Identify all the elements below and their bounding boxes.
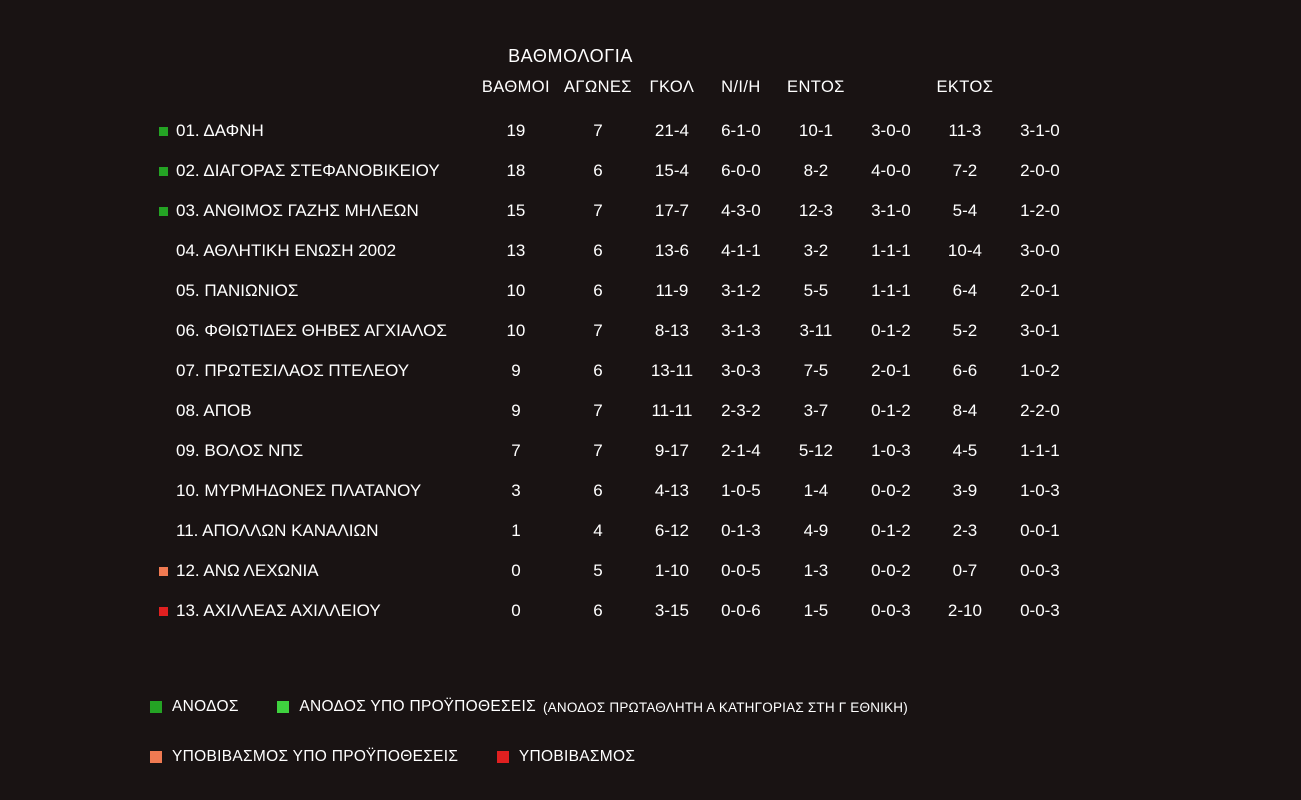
- row-status-marker: [150, 391, 176, 431]
- goals-value: 11-9: [655, 281, 689, 300]
- points-value: 9: [511, 361, 521, 380]
- wdl-value: 6-1-0: [721, 121, 761, 140]
- team-name: 07. ΠΡΩΤΕΣΙΛΑΟΣ ΠΤΕΛΕΟΥ: [176, 361, 410, 380]
- away-wdl-value: 1-2-0: [1020, 201, 1060, 220]
- home-wdl-value: 3-0-0: [871, 121, 911, 140]
- home-goals-value: 7-5: [803, 361, 829, 380]
- home-goals-value: 1-5: [803, 601, 829, 620]
- team-name: 06. ΦΘΙΩΤΙΔΕΣ ΘΗΒΕΣ ΑΓΧΙΑΛΟΣ: [176, 321, 447, 340]
- table-row: [150, 591, 1079, 631]
- home-goals-value: 1-3: [803, 561, 829, 580]
- wdl-value: 0-0-5: [721, 561, 761, 580]
- goals-value: 17-7: [654, 201, 689, 220]
- home-wdl-value: 3-1-0: [871, 201, 911, 220]
- home-wdl-value: 1-1-1: [871, 281, 911, 300]
- row-status-marker: [150, 591, 176, 631]
- away-wdl-value: 2-2-0: [1020, 401, 1060, 420]
- points-value: 3: [511, 481, 521, 500]
- table-row: [150, 271, 1079, 311]
- games-value: 5: [593, 561, 603, 580]
- team-name: 12. ΑΝΩ ΛΕΧΩΝΙΑ: [176, 561, 319, 580]
- column-header-goals: ΓΚΟΛ: [649, 78, 695, 96]
- home-goals-value: 5-12: [798, 441, 833, 460]
- team-name: 04. ΑΘΛΗΤΙΚΗ ΕΝΩΣΗ 2002: [176, 241, 397, 260]
- home-goals-value: 8-2: [803, 161, 829, 180]
- wdl-value: 0-0-6: [721, 601, 761, 620]
- home-wdl-value: 0-0-2: [871, 561, 911, 580]
- away-wdl-value: 0-0-3: [1020, 601, 1060, 620]
- away-goals-value: 2-3: [952, 521, 978, 540]
- games-value: 6: [593, 161, 603, 180]
- games-value: 6: [593, 481, 603, 500]
- away-goals-value: 5-4: [952, 201, 978, 220]
- table-row: [150, 311, 1079, 351]
- wdl-value: 4-3-0: [721, 201, 761, 220]
- goals-value: 8-13: [654, 321, 689, 340]
- team-name: 13. ΑΧΙΛΛΕΑΣ ΑΧΙΛΛΕΙΟΥ: [176, 601, 381, 620]
- page-title: ΒΑΘΜΟΛΟΓΙΑ: [508, 46, 633, 66]
- goals-value: 15-4: [654, 161, 689, 180]
- goals-value: 21-4: [654, 121, 689, 140]
- home-goals-value: 3-11: [799, 321, 833, 340]
- promotion-swatch-icon: [150, 701, 162, 713]
- away-wdl-value: 1-0-3: [1020, 481, 1060, 500]
- points-value: 15: [506, 201, 526, 220]
- home-wdl-value: 1-1-1: [871, 241, 911, 260]
- row-status-marker: [150, 271, 176, 311]
- games-value: 7: [593, 201, 603, 220]
- legend-label-promotion-conditional: ΑΝΟΔΟΣ ΥΠΟ ΠΡΟΫΠΟΘΕΣΕΙΣ: [299, 698, 536, 715]
- points-value: 10: [506, 281, 526, 300]
- row-status-marker: [150, 471, 176, 511]
- goals-value: 13-11: [650, 361, 694, 380]
- games-value: 6: [593, 361, 603, 380]
- home-goals-value: 1-4: [803, 481, 829, 500]
- relegation-swatch-icon: [497, 751, 509, 763]
- table-row: [150, 471, 1079, 511]
- none-marker-icon: [159, 407, 168, 416]
- table-row: [150, 191, 1079, 231]
- home-wdl-value: 1-0-3: [871, 441, 911, 460]
- away-wdl-value: 2-0-1: [1020, 281, 1060, 300]
- row-status-marker: [150, 511, 176, 551]
- home-wdl-value: 0-0-3: [871, 601, 911, 620]
- wdl-value: 6-0-0: [721, 161, 761, 180]
- legend-label-relegation-conditional: ΥΠΟΒΙΒΑΣΜΟΣ ΥΠΟ ΠΡΟΫΠΟΘΕΣΕΙΣ: [172, 748, 459, 765]
- table-row: [150, 431, 1079, 471]
- table-header: [150, 78, 1079, 111]
- points-value: 0: [511, 561, 521, 580]
- away-wdl-value: 0-0-3: [1020, 561, 1060, 580]
- home-goals-value: 3-2: [803, 241, 829, 260]
- row-status-marker: [150, 431, 176, 471]
- away-wdl-value: 1-0-2: [1020, 361, 1060, 380]
- team-name: 02. ΔΙΑΓΟΡΑΣ ΣΤΕΦΑΝΟΒΙΚΕΙΟΥ: [176, 161, 440, 180]
- wdl-value: 1-0-5: [721, 481, 761, 500]
- away-goals-value: 3-9: [952, 481, 978, 500]
- home-goals-value: 3-7: [803, 401, 829, 420]
- home-goals-value: 4-9: [803, 521, 829, 540]
- none-marker-icon: [159, 487, 168, 496]
- row-status-marker: [150, 551, 176, 591]
- points-value: 0: [511, 601, 521, 620]
- orange-marker-icon: [159, 567, 168, 576]
- legend-note-promotion-conditional: (ΑΝΟΔΟΣ ΠΡΩΤΑΘΛΗΤΗ Α ΚΑΤΗΓΟΡΙΑΣ ΣΤΗ Γ ΕΘΝΙΚΗ): [542, 699, 908, 715]
- points-value: 1: [511, 521, 521, 540]
- column-header-team: [176, 78, 477, 111]
- table-row: [150, 391, 1079, 431]
- green-dark-marker-icon: [159, 127, 168, 136]
- row-status-marker: [150, 311, 176, 351]
- team-name: 05. ΠΑΝΙΩΝΙΟΣ: [176, 281, 299, 300]
- away-wdl-value: 1-1-1: [1020, 441, 1060, 460]
- points-value: 7: [511, 441, 521, 460]
- away-goals-value: 4-5: [952, 441, 978, 460]
- column-header-away-wdl: [1001, 78, 1079, 111]
- table-row: [150, 511, 1079, 551]
- games-value: 7: [593, 321, 603, 340]
- goals-value: 3-15: [654, 601, 689, 620]
- table-row: [150, 151, 1079, 191]
- none-marker-icon: [159, 367, 168, 376]
- away-wdl-value: 0-0-1: [1020, 521, 1060, 540]
- row-status-marker: [150, 191, 176, 231]
- home-wdl-value: 0-1-2: [871, 401, 911, 420]
- games-value: 6: [593, 281, 603, 300]
- home-goals-value: 10-1: [798, 121, 833, 140]
- wdl-value: 0-1-3: [721, 521, 761, 540]
- games-value: 7: [593, 441, 603, 460]
- legend-item-relegation-conditional: [150, 748, 458, 766]
- table-row: [150, 351, 1079, 391]
- games-value: 7: [593, 121, 603, 140]
- table-row: [150, 551, 1079, 591]
- green-dark-marker-icon: [159, 207, 168, 216]
- column-header-wdl: Ν/Ι/Η: [721, 78, 761, 96]
- goals-value: 9-17: [654, 441, 689, 460]
- relegation-conditional-swatch-icon: [150, 751, 162, 763]
- wdl-value: 3-1-2: [721, 281, 761, 300]
- legend-row-promotion: [150, 698, 942, 718]
- none-marker-icon: [159, 247, 168, 256]
- home-goals-value: 12-3: [798, 201, 833, 220]
- team-name: 03. ΑΝΘΙΜΟΣ ΓΑΖΗΣ ΜΗΛΕΩΝ: [176, 201, 419, 220]
- away-wdl-value: 2-0-0: [1020, 161, 1060, 180]
- team-name: 01. ΔΑΦΝΗ: [176, 121, 264, 140]
- wdl-value: 3-0-3: [721, 361, 761, 380]
- away-goals-value: 0-7: [952, 561, 978, 580]
- none-marker-icon: [159, 527, 168, 536]
- team-name: 11. ΑΠΟΛΛΩΝ ΚΑΝΑΛΙΩΝ: [176, 521, 379, 540]
- legend-item-relegation: [497, 748, 635, 766]
- column-header-home-wdl: [853, 78, 929, 111]
- table-row: [150, 111, 1079, 151]
- away-goals-value: 6-6: [952, 361, 978, 380]
- column-header-home: ΕΝΤΟΣ: [787, 78, 845, 96]
- legend-row-relegation: [150, 748, 669, 768]
- wdl-value: 3-1-3: [721, 321, 761, 340]
- legend-item-promotion: [150, 698, 239, 716]
- away-goals-value: 5-2: [952, 321, 978, 340]
- goals-value: 4-13: [654, 481, 689, 500]
- table-header-row: [150, 78, 1079, 111]
- wdl-value: 4-1-1: [721, 241, 761, 260]
- wdl-value: 2-3-2: [721, 401, 761, 420]
- home-wdl-value: 0-1-2: [871, 321, 911, 340]
- points-value: 9: [511, 401, 521, 420]
- away-goals-value: 6-4: [952, 281, 978, 300]
- green-dark-marker-icon: [159, 167, 168, 176]
- table-row: [150, 231, 1079, 271]
- away-goals-value: 8-4: [952, 401, 978, 420]
- row-status-marker: [150, 151, 176, 191]
- away-goals-value: 11-3: [948, 121, 982, 140]
- row-status-marker: [150, 111, 176, 151]
- legend-item-promotion-conditional: [277, 698, 908, 716]
- legend-label-relegation: ΥΠΟΒΙΒΑΣΜΟΣ: [518, 748, 636, 765]
- column-header-games: ΑΓΩΝΕΣ: [563, 78, 632, 96]
- points-value: 18: [506, 161, 526, 180]
- column-header-away: ΕΚΤΟΣ: [936, 78, 994, 96]
- none-marker-icon: [159, 447, 168, 456]
- row-status-marker: [150, 351, 176, 391]
- games-value: 6: [593, 241, 603, 260]
- away-wdl-value: 3-0-1: [1020, 321, 1060, 340]
- games-value: 4: [593, 521, 603, 540]
- goals-value: 13-6: [654, 241, 689, 260]
- team-name: 08. ΑΠΟΒ: [176, 401, 252, 420]
- standings-table: [150, 78, 1079, 631]
- column-header-points: ΒΑΘΜΟΙ: [481, 78, 550, 96]
- points-value: 13: [506, 241, 526, 260]
- promotion-conditional-swatch-icon: [277, 701, 289, 713]
- row-status-marker: [150, 231, 176, 271]
- goals-value: 11-11: [651, 401, 693, 420]
- none-marker-icon: [159, 327, 168, 336]
- column-header-marker: [150, 78, 176, 111]
- home-wdl-value: 0-1-2: [871, 521, 911, 540]
- games-value: 7: [593, 401, 603, 420]
- points-value: 10: [506, 321, 526, 340]
- home-wdl-value: 4-0-0: [871, 161, 911, 180]
- away-wdl-value: 3-1-0: [1020, 121, 1060, 140]
- none-marker-icon: [159, 287, 168, 296]
- home-wdl-value: 0-0-2: [871, 481, 911, 500]
- points-value: 19: [506, 121, 526, 140]
- team-name: 10. ΜΥΡΜΗΔΟΝΕΣ ΠΛΑΤΑΝΟΥ: [176, 481, 422, 500]
- goals-value: 1-10: [654, 561, 689, 580]
- legend-label-promotion: ΑΝΟΔΟΣ: [172, 698, 239, 715]
- wdl-value: 2-1-4: [721, 441, 761, 460]
- games-value: 6: [593, 601, 603, 620]
- red-marker-icon: [159, 607, 168, 616]
- away-goals-value: 2-10: [947, 601, 982, 620]
- team-name: 09. ΒΟΛΟΣ ΝΠΣ: [176, 441, 304, 460]
- goals-value: 6-12: [654, 521, 689, 540]
- home-goals-value: 5-5: [803, 281, 829, 300]
- table-body: [150, 111, 1079, 631]
- away-goals-value: 7-2: [952, 161, 978, 180]
- away-goals-value: 10-4: [947, 241, 982, 260]
- away-wdl-value: 3-0-0: [1020, 241, 1060, 260]
- home-wdl-value: 2-0-1: [871, 361, 911, 380]
